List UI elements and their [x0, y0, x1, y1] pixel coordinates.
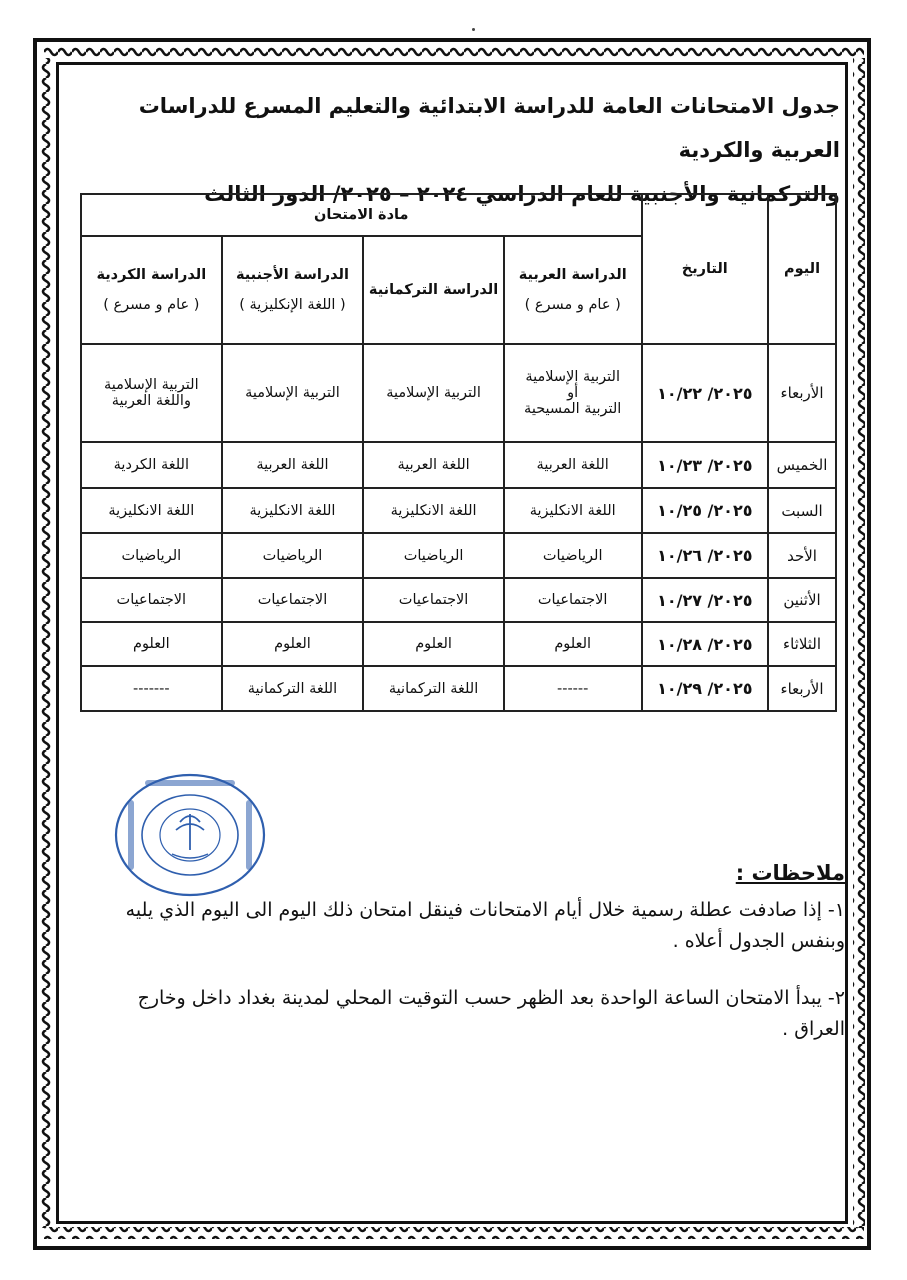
- cell-turkmen: التربية الإسلامية: [363, 344, 504, 442]
- table-row: [81, 442, 836, 488]
- cell-foreign: العلوم: [222, 622, 364, 666]
- cell-kurdish: اللغة الكردية: [81, 442, 222, 488]
- cell-day: الأربعاء: [768, 666, 836, 711]
- cell-foreign: التربية الإسلامية: [222, 344, 364, 442]
- cell-day: الأحد: [768, 533, 836, 578]
- note-item-2: ٢- يبدأ الامتحان الساعة الواحدة بعد الظهر حسب التوقيت المحلي لمدينة بغداد داخل وخارج العراق .: [137, 987, 845, 1040]
- cell-day: السبت: [768, 488, 836, 533]
- header-date: التاريخ: [642, 194, 769, 344]
- cell-date: ٢٠٢٥/ ١٠/٢٦: [642, 533, 769, 578]
- stream-note: ( عام و مسرع ): [103, 297, 200, 313]
- table-row: [81, 666, 836, 711]
- cell-day: الأثنين: [768, 578, 836, 622]
- cell-foreign: اللغة العربية: [222, 442, 364, 488]
- cell-date: ٢٠٢٥/ ١٠/٢٥: [642, 488, 769, 533]
- cell-foreign: الاجتماعيات: [222, 578, 364, 622]
- cell-kurdish: الاجتماعيات: [81, 578, 222, 622]
- table-row: [81, 578, 836, 622]
- table-row: [81, 622, 836, 666]
- cell-arabic: التربية الإسلامية أو التربية المسيحية: [504, 344, 642, 442]
- cell-arabic: ------: [504, 666, 642, 711]
- cell-date: ٢٠٢٥/ ١٠/٢٢: [642, 344, 769, 442]
- table-row: [81, 344, 836, 442]
- cell-date: ٢٠٢٥/ ١٠/٢٣: [642, 442, 769, 488]
- cell-kurdish: التربية الإسلامية واللغة العربية: [81, 344, 222, 442]
- cell-date: ٢٠٢٥/ ١٠/٢٨: [642, 622, 769, 666]
- cell-turkmen: اللغة العربية: [363, 442, 504, 488]
- stream-name: الدراسة الأجنبية: [235, 267, 349, 283]
- table-row: [81, 488, 836, 533]
- cell-arabic: العلوم: [504, 622, 642, 666]
- cell-kurdish: الرياضيات: [81, 533, 222, 578]
- cell-kurdish: العلوم: [81, 622, 222, 666]
- stream-header-3: [81, 236, 222, 344]
- cell-arabic: الرياضيات: [504, 533, 642, 578]
- stream-note: ( اللغة الإنكليزية ): [239, 297, 346, 313]
- stream-name: الدراسة الكردية: [96, 267, 207, 283]
- cell-day: الثلاثاء: [768, 622, 836, 666]
- stream-header-2: [222, 236, 364, 344]
- cell-day: الأربعاء: [768, 344, 836, 442]
- cell-turkmen: اللغة الانكليزية: [363, 488, 504, 533]
- stream-name: الدراسة التركمانية: [368, 282, 499, 298]
- cell-kurdish: اللغة الانكليزية: [81, 488, 222, 533]
- table-row: [81, 533, 836, 578]
- cell-turkmen: اللغة التركمانية: [363, 666, 504, 711]
- cell-foreign: الرياضيات: [222, 533, 364, 578]
- notes-heading: ملاحظات :: [735, 861, 845, 885]
- cell-arabic: اللغة العربية: [504, 442, 642, 488]
- cell-date: ٢٠٢٥/ ١٠/٢٩: [642, 666, 769, 711]
- cell-foreign: اللغة التركمانية: [222, 666, 364, 711]
- title-line-1: جدول الامتحانات العامة للدراسة الابتدائية والتعليم المسرع للدراسات العربية والكردية: [138, 94, 840, 162]
- notes-section: [110, 858, 845, 1045]
- exam-schedule-table: [80, 193, 837, 712]
- header-exam-subject: مادة الامتحان: [81, 194, 642, 236]
- cell-date: ٢٠٢٥/ ١٠/٢٧: [642, 578, 769, 622]
- header-day: اليوم: [768, 194, 836, 344]
- cell-kurdish: -------: [81, 666, 222, 711]
- stream-note: ( عام و مسرع ): [524, 297, 621, 313]
- cell-turkmen: الرياضيات: [363, 533, 504, 578]
- cell-turkmen: الاجتماعيات: [363, 578, 504, 622]
- cell-foreign: اللغة الانكليزية: [222, 488, 364, 533]
- title-line-2: والتركمانية والأجنبية للعام الدراسي ٢٠٢٤ – ٢٠٢٥/ الدور الثالث: [204, 182, 840, 206]
- note-item-1: ١- إذا صادفت عطلة رسمية خلال أيام الامتحانات فينقل امتحان ذلك اليوم الى اليوم الذي يليه وبنفس الجدول أعلاه .: [125, 899, 845, 952]
- stream-header-1: [363, 236, 504, 344]
- stream-name: الدراسة العربية: [518, 267, 627, 283]
- cell-arabic: الاجتماعيات: [504, 578, 642, 622]
- cell-arabic: اللغة الانكليزية: [504, 488, 642, 533]
- stream-header-0: [504, 236, 642, 344]
- cell-day: الخميس: [768, 442, 836, 488]
- cell-turkmen: العلوم: [363, 622, 504, 666]
